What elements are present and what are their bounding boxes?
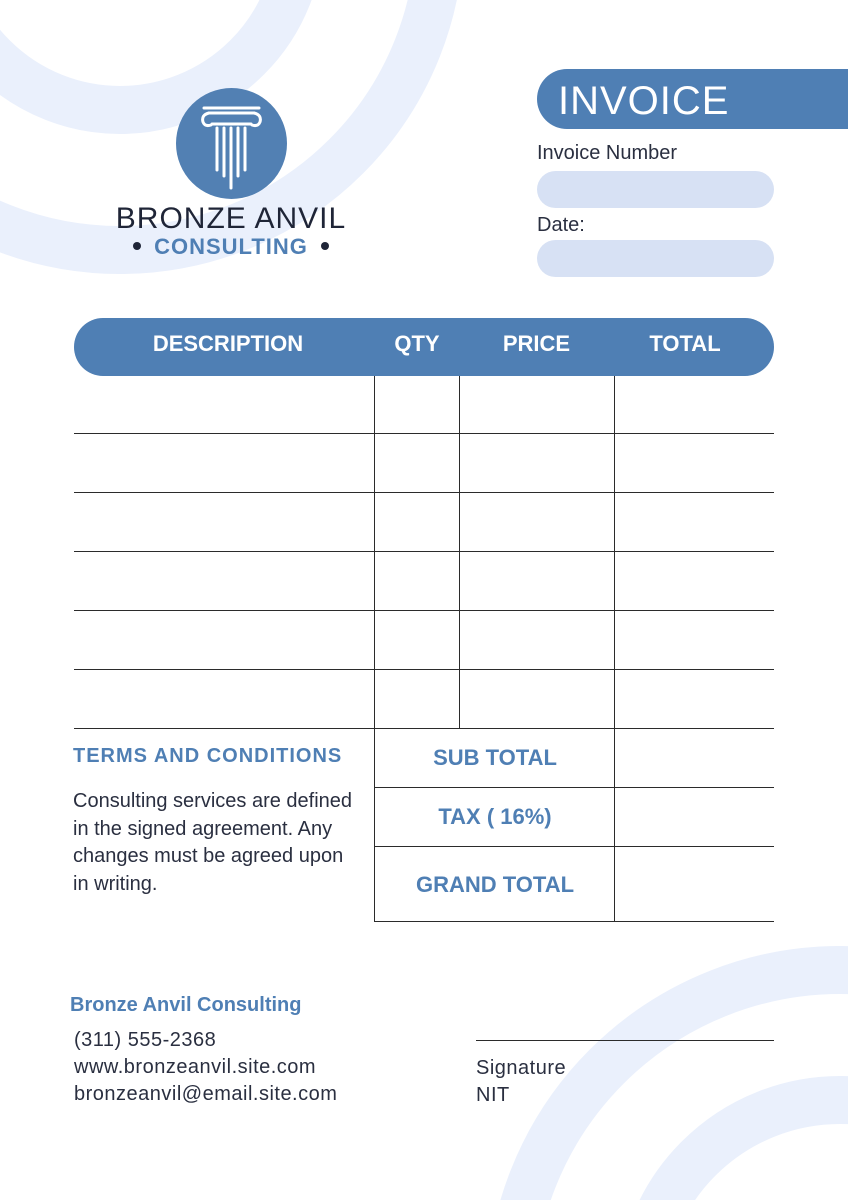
grand-total-label: GRAND TOTAL — [415, 872, 575, 897]
row-divider — [74, 492, 774, 493]
brand-subtitle: CONSULTING — [154, 234, 308, 259]
row-divider — [74, 728, 774, 729]
footer-website: www.bronzeanvil.site.com — [74, 1056, 317, 1078]
signature-label: Signature — [476, 1057, 567, 1079]
row-divider — [74, 610, 774, 611]
invoice-number-field[interactable] — [537, 171, 774, 208]
date-field[interactable] — [537, 240, 774, 277]
subtotal-label: SUB TOTAL — [433, 745, 557, 770]
footer-phone: (311) 555-2368 — [74, 1029, 217, 1051]
brand-dot-right — [321, 242, 329, 250]
column-divider — [459, 376, 460, 728]
summary-mid-border — [614, 728, 615, 922]
nit-label: NIT — [476, 1084, 510, 1106]
header-price: PRICE — [502, 331, 571, 356]
column-icon — [176, 88, 287, 199]
date-label: Date: — [537, 214, 585, 236]
invoice-number-label: Invoice Number — [537, 142, 678, 164]
header-total: TOTAL — [649, 331, 721, 356]
row-divider — [74, 551, 774, 552]
header-qty: QTY — [394, 331, 440, 356]
header-description: DESCRIPTION — [152, 331, 304, 356]
brand-name: BRONZE ANVIL — [115, 202, 347, 235]
summary-divider — [374, 846, 774, 847]
summary-bottom-border — [374, 921, 774, 922]
tax-label: TAX ( 16%) — [438, 804, 552, 829]
column-divider — [374, 376, 375, 728]
footer-company-name: Bronze Anvil Consulting — [70, 994, 302, 1016]
row-divider — [74, 433, 774, 434]
column-divider — [614, 376, 615, 728]
summary-left-border — [374, 728, 375, 922]
row-divider — [74, 669, 774, 670]
footer-email: bronzeanvil@email.site.com — [74, 1083, 338, 1105]
summary-divider — [374, 787, 774, 788]
invoice-title: INVOICE — [558, 79, 730, 123]
logo-emblem — [176, 88, 287, 199]
signature-line — [476, 1040, 774, 1041]
terms-text: Consulting services are defined in the signed agreement. Any changes must be agreed upon in writing. — [73, 790, 353, 895]
terms-title: TERMS AND CONDITIONS — [73, 745, 343, 767]
